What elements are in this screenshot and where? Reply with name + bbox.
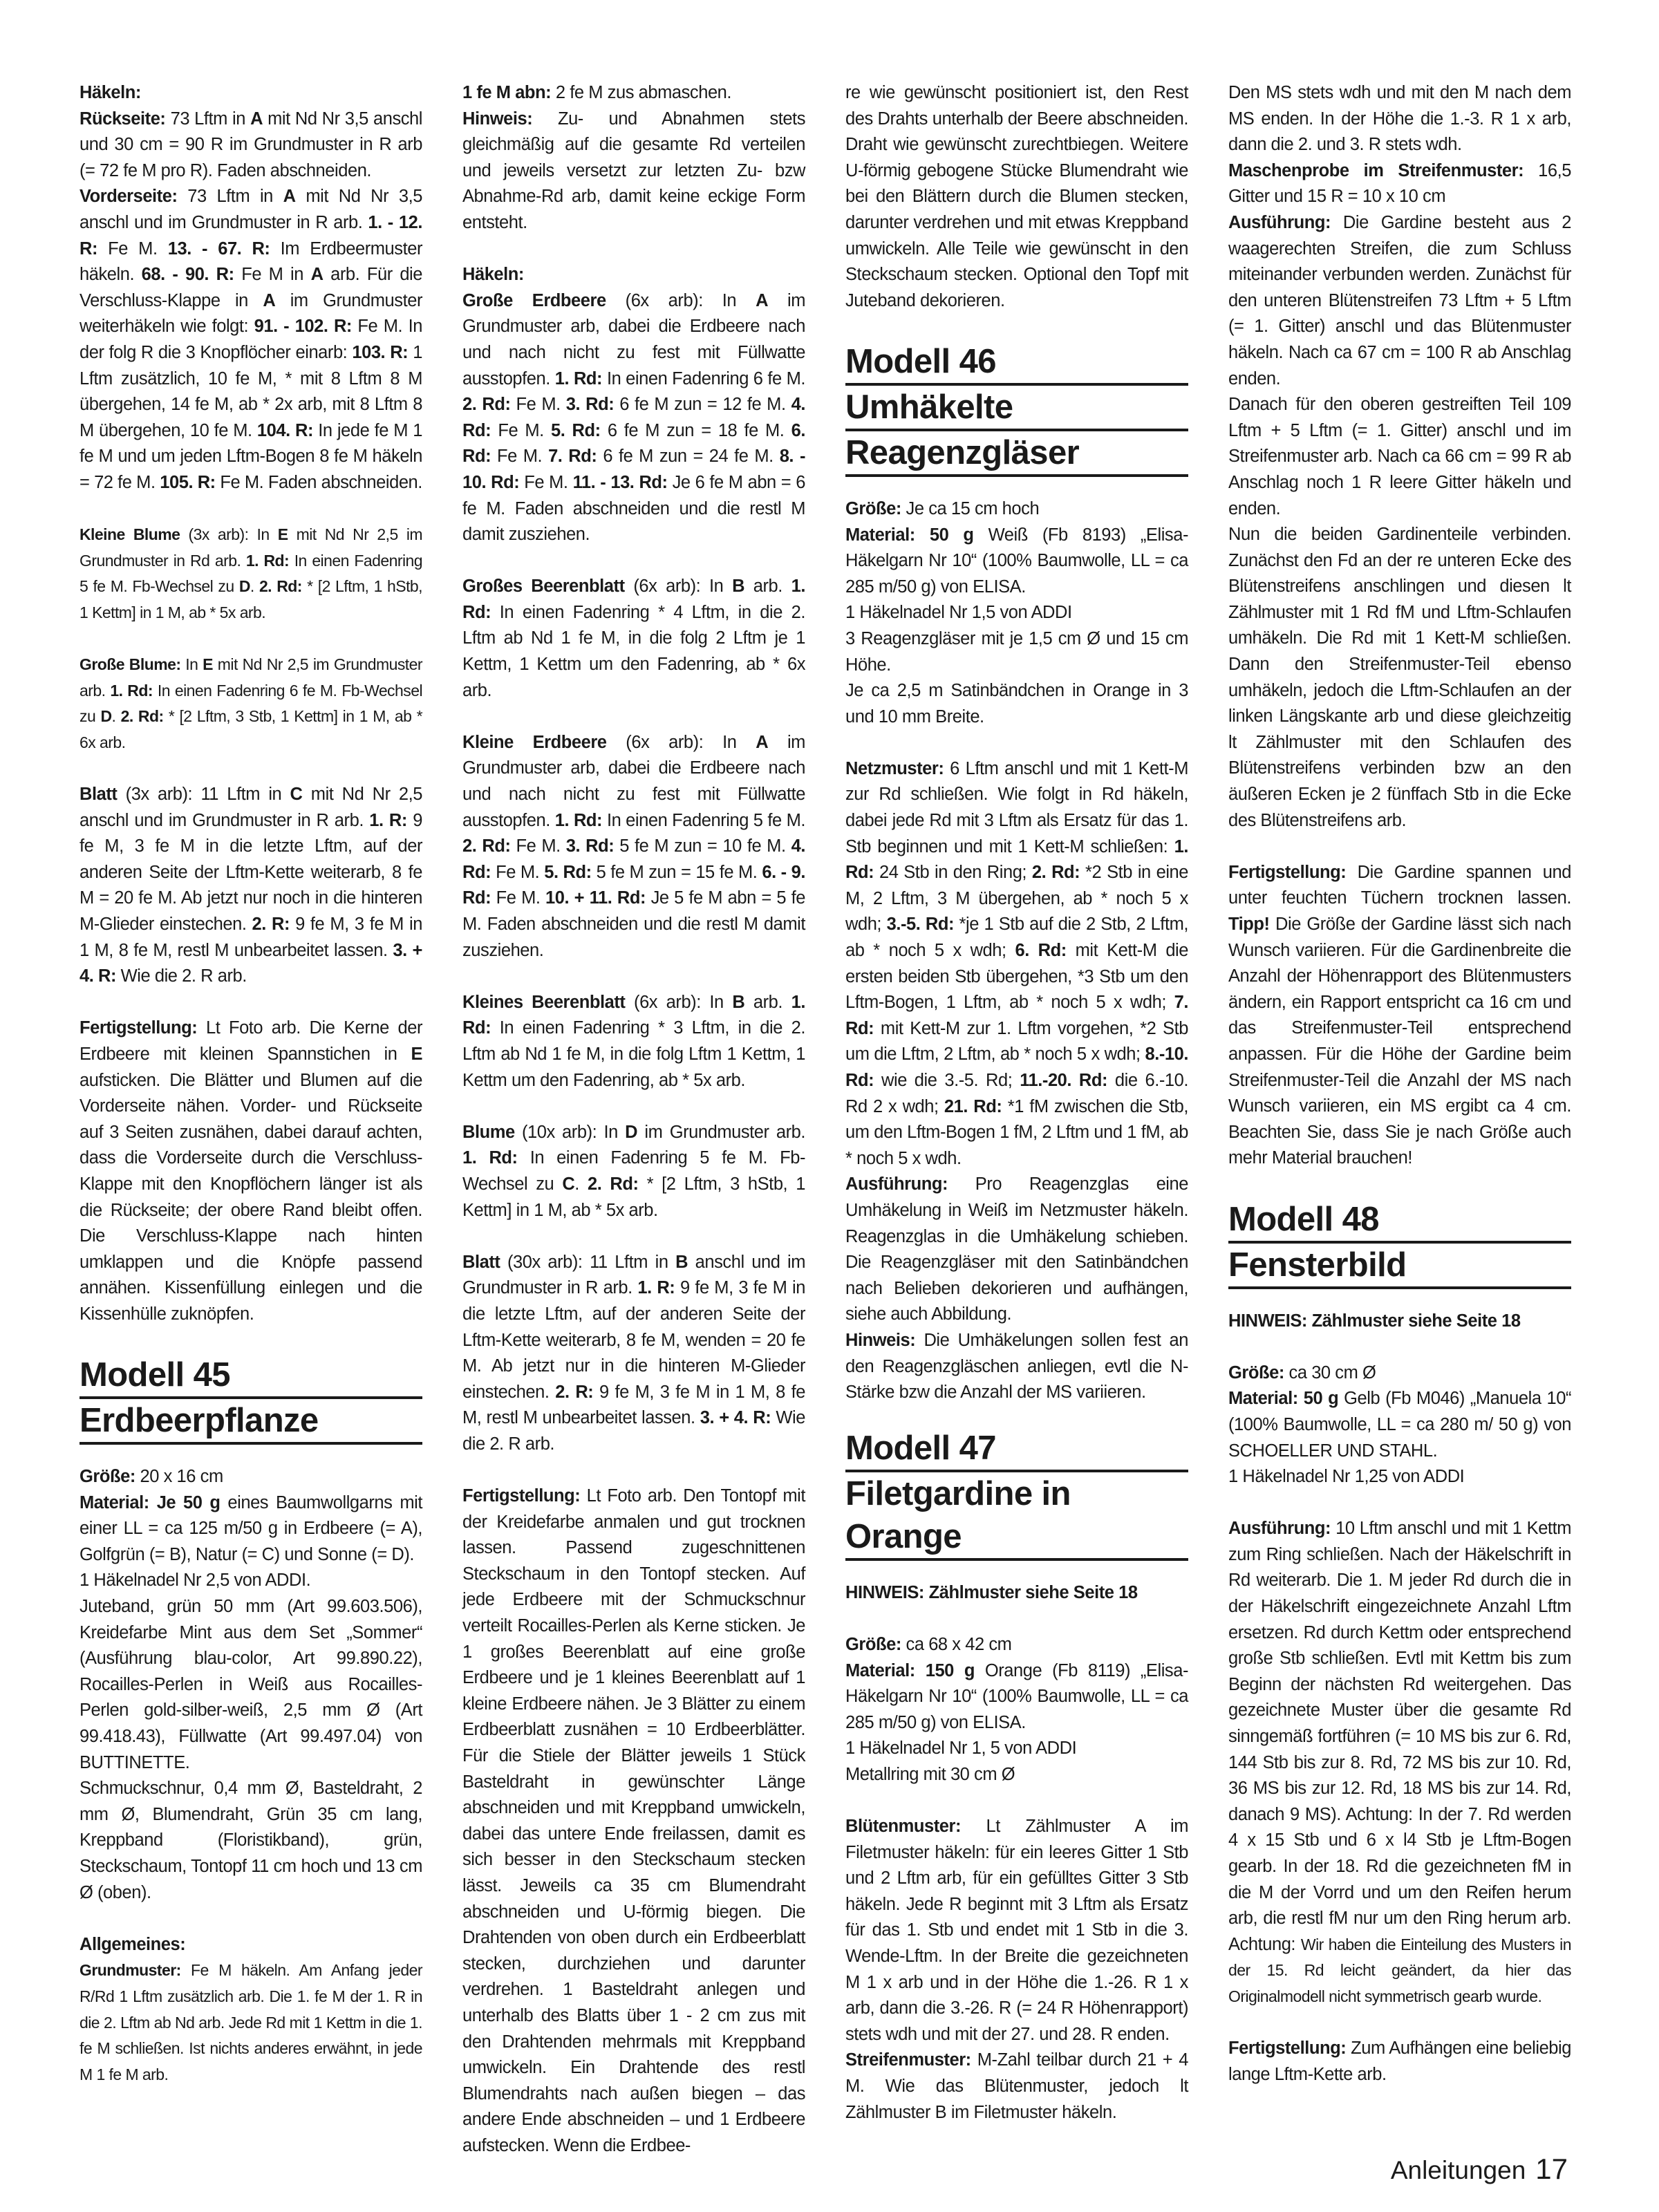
column-1: [79, 80, 422, 2114]
paragraph: Ausführung: 10 Lftm anschl und mit 1 Kettm zum Ring schließen. Nach der Häkelschrift in Rd weiterarb. Die 1. M jeder Rd durch die in der Häkelschrift eingezeichnete Anzahl Lftm ersetzen. Rd durch Kettm oder entsprechend große Stb schließen. Evtl mit Kettm bis zum Beginn der nächsten Rd weitergehen. Das gezeichnete Muster über die gesamte Rd sinngemäß fortführen (= 10 MS bis zur 6. Rd, 144 Stb bis zur 8. Rd, 72 MS bis zur 10. Rd, 36 MS bis zur 12. Rd, 18 MS bis zur 14. Rd, danach 9 MS). Achtung: In der 7. Rd werden 4 x 15 Stb und 6 x l4 Stb je Lftm-Bogen gearb. In der 18. Rd die gezeichneten fM in die M der Vorrd und um den Reifen herum arb, die restl fM nur um den Ring herum arb. Achtung: Wir haben die Einteilung des Musters in der 15. Rd leicht geändert, da hier das Originalmodell nicht symmetrisch gearb wurde.: [1228, 1519, 1571, 2005]
model-title: Filetgardine in Orange: [845, 1472, 1188, 1561]
model-title: Fensterbild: [1228, 1244, 1571, 1289]
model-number: Modell 47: [845, 1427, 1188, 1472]
column-3: [845, 80, 1188, 2126]
model-number: Modell 46: [845, 340, 1188, 386]
paragraph: 1 fe M abn: 2 fe M zus abmaschen. Hinweis: Zu- und Abnahmen stets gleichmäßig auf die gesamte Rd verteilen und jeweils versetzt zur letzten Zu- bzw Abnahme-Rd arb, damit keine eckige Form entsteht.: [462, 83, 805, 232]
paragraph: Blatt (3x arb): 11 Lftm in C mit Nd Nr 2,5 anschl und im Grundmuster in R arb. 1. R: 9 fe M, 3 fe M in die letzte Lftm, auf der anderen Seite der Lftm-Kette weiterarb, 8 fe M = 20 fe M. Ab jetzt nur noch in die hinteren M-Glieder einstechen. 2. R: 9 fe M, 3 fe M in 1 M, 8 fe M, restl M unbearbeitet lassen. 3. + 4. R: Wie die 2. R arb.: [79, 785, 422, 986]
paragraph: Fertigstellung: Die Gardine spannen und unter feuchten Tüchern trocknen lassen. Tipp! Die Größe der Gardine lässt sich nach Wunsch variieren. Für die Gardinenbreite die Anzahl der Höhenrapport des Blütenmusters ändern, ein Rapport entspricht ca 16 cm und das Streifenmuster-Teil entsprechend anpassen. Für die Höhe der Gardine beim Streifenmuster-Teil die Anzahl der MS nach Wunsch variieren, ein MS ergibt ca 4 cm. Beachten Sie, dass Sie je nach Größe auch mehr Material brauchen!: [1228, 862, 1571, 1168]
paragraph: Fertigstellung: Lt Foto arb. Die Kerne der Erdbeere mit kleinen Spannstichen in E aufsticken. Die Blätter und Blumen auf die Vorderseite nähen. Vorder- und Rückseite auf 3 Seiten zusnähen, dabei darauf achten, dass die Vorderseite durch die Verschluss-Klappe mit den Knopflöchern länger ist als die Rückseite; der obere Rand bleibt offen. Die Verschluss-Klappe nach hinten umklappen und die Knöpfe passend annähen. Kissenfüllung einlegen und die Kissenhülle zuknöpfen.: [79, 1018, 422, 1324]
counting-pattern-note: HINWEIS: Zählmuster siehe Seite 18: [1228, 1311, 1521, 1331]
paragraph: re wie gewünscht positioniert ist, den Rest des Drahts unterhalb der Beere abschneiden. Draht wie gewünscht zurechtbiegen. Weitere U-förmig gebogene Stücke Blumendraht wie bei den Blättern durch die Blumen stecken, darunter verdrehen und mit etwas Kreppband umwickeln. Alle Teile wie gewünscht in den Steckschaum stecken. Optional den Topf mit Juteband dekorieren.: [845, 83, 1188, 310]
paragraph: Häkeln: Große Erdbeere (6x arb): In A im Grundmuster arb, dabei die Erdbeere nach und nach nicht zu fest mit Füllwatte ausstopfen. 1. Rd: In einen Fadenring 6 fe M. 2. Rd: Fe M. 3. Rd: 6 fe M zun = 12 fe M. 4. Rd: Fe M. 5. Rd: 6 fe M zun = 18 fe M. 6. Rd: Fe M. 7. Rd: 6 fe M zun = 24 fe M. 8. - 10. Rd: Fe M. 11. - 13. Rd: Je 6 fe M abn = 6 fe M. Faden abschneiden und die restl M damit zusziehen.: [462, 265, 806, 545]
model-heading-46: [845, 340, 1188, 477]
paragraph: Kleine Erdbeere (6x arb): In A im Grundmuster arb, dabei die Erdbeere nach und nach nicht zu fest mit Füllwatte ausstopfen. 1. Rd: In einen Fadenring 5 fe M. 2. Rd: Fe M. 3. Rd: 5 fe M zun = 10 fe M. 4. Rd: Fe M. 5. Rd: 5 fe M zun = 15 fe M. 6. - 9. Rd: Fe M. 10. + 11. Rd: Je 5 fe M abn = 5 fe M. Faden abschneiden und die restl M damit zusziehen.: [462, 732, 806, 960]
paragraph: Kleines Beerenblatt (6x arb): In B arb. 1. Rd: In einen Fadenring * 3 Lftm, in die 2. Lftm ab Nd 1 fe M, in die folg Lftm 1 Kettm, 1 Kettm um den Fadenring, ab * 5x arb.: [462, 992, 805, 1090]
paragraph: Den MS stets wdh und mit den M nach dem MS enden. In der Höhe die 1.-3. R 1 x arb, dann die 2. und 3. R stets wdh. Maschenprobe im Streifenmuster: 16,5 Gitter und 15 R = 10 x 10 cm Ausführung: Die Gardine besteht aus 2 waagerechten Streifen, die zum Schluss miteinander verbunden werden. Zunächst für den unteren Blütenstreifen 73 Lftm + 5 Lftm (= 1. Gitter) anschl und das Blütenmuster häkeln. Nach ca 67 cm = 100 R ab Anschlag enden. Danach für den oberen gestreiften Teil 109 Lftm + 5 Lftm (= 1. Gitter) anschl und im Streifenmuster arb. Nach ca 66 cm = 99 R ab Anschlag noch 1 R leere Gitter häkeln und enden. Nun die beiden Gardinenteile verbinden. Zunächst den Fd an der re unteren Ecke des Blütenstreifens anschlingen und diesen lt Zählmuster mit 1 Rd fM und Lftm-Schlaufen umhäkeln. Die Rd mit 1 Kett-M schließen. Dann den Streifenmuster-Teil ebenso umhäkeln, jedoch die Lftm-Schlaufen an der linken Längskante arb und diese gleichzeitig lt Zählmuster mit den Schlaufen des Blütenstreifens verbinden bzw an den äußeren Ecken je 2 fünffach Stb in die Ecke des Blütenstreifens arb.: [1228, 83, 1571, 830]
model-number: Modell 45: [79, 1353, 422, 1399]
paragraph: Größe: ca 68 x 42 cm Material: 150 g Orange (Fb 8119) „Elisa-Häkelgarn Nr 10“ (100% Baumwolle, LL = ca 285 m/50 g) von ELISA. 1 Häkelnadel Nr 1, 5 von ADDI Metallring mit 30 cm Ø: [845, 1634, 1188, 1784]
paragraph: Blatt (30x arb): 11 Lftm in B anschl und im Grundmuster in R arb. 1. R: 9 fe M, 3 fe M in die letzte Lftm, auf der anderen Seite der Lftm-Kette weiterarb, 8 fe M, wenden = 20 fe M. Ab jetzt nur in die hinteren M-Glieder einstechen. 2. R: 9 fe M, 3 fe M in 1 M, 8 fe M, restl M unbearbeitet lassen. 3. + 4. R: Wie die 2. R arb.: [462, 1252, 806, 1454]
paragraph: Blütenmuster: Lt Zählmuster A im Filetmuster häkeln: für ein leeres Gitter 1 Stb und 2 Lftm arb, für ein gefülltes Gitter 3 Stb häkeln. Jede R beginnt mit 3 Lftm als Ersatz für das 1. Stb und endet mit 1 Stb in die 3. Wende-Lftm. In der Breite die gezeichneten M 1 x arb und in der Höhe die 1.-26. R 1 x arb, dann die 3.-26. R (= 24 R Höhenrapport) stets wdh und mit der 27. und 28. R enden. Streifenmuster: M-Zahl teilbar durch 21 + 4 M. Wie das Blütenmuster, jedoch lt Zählmuster B im Filetmuster häkeln.: [845, 1817, 1188, 2122]
paragraph: Große Blume: In E mit Nd Nr 2,5 im Grundmuster arb. 1. Rd: In einen Fadenring 6 fe M. Fb-Wechsel zu D. 2. Rd: * [2 Lftm, 3 Stb, 1 Kettm] in 1 M, ab * 6x arb.: [79, 655, 423, 751]
page-footer: [1391, 2154, 1568, 2186]
paragraph: Blume (10x arb): In D im Grundmuster arb. 1. Rd: In einen Fadenring 5 fe M. Fb-Wechsel zu C. 2. Rd: * [2 Lftm, 3 hStb, 1 Kettm] in 1 M, ab * 5x arb.: [462, 1122, 806, 1220]
paragraph: Fertigstellung: Lt Foto arb. Den Tontopf mit der Kreidefarbe anmalen und gut trocknen lassen. Passend zugeschnittenen Steckschaum in den Tontopf stecken. Auf jede Erdbeere mit der Schmuckschnur verteilt Rocailles-Perlen als Kerne sticken. Je 1 großes Beerenblatt auf eine große Erdbeere und je 1 kleines Beerenblatt auf 1 kleine Erdbeere nähen. Je 3 Blätter zu einem Erdbeerblatt zusnähen = 10 Erdbeerblätter. Für die Stiele der Blätter jeweils 1 Stück Basteldraht in gewünschter Länge abschneiden und mit Kreppband umwickeln, dabei das untere Ende freilassen, damit es sich besser in den Steckschaum stecken lässt. Jeweils ca 35 cm Blumendraht abschneiden und U-förmig biegen. Die Drahtenden von oben durch ein Erdbeerblatt stecken, durchziehen und darunter verdrehen. 1 Basteldraht anlegen und unterhalb des Blatts über 1 - 2 cm zus mit den Drahtenden mehrmals mit Kreppband umwickeln. Ein Drahtende des restl Blumendrahts nach außen biegen – das andere Ende abschneiden – und 1 Erdbeere aufstecken. Wenn die Erdbee-: [462, 1486, 805, 2155]
paragraph: Allgemeines: Grundmuster: Fe M häkeln. Am Anfang jeder R/Rd 1 Lftm zusätzlich arb. Die 1. fe M der 1. R in die 2. Lftm ab Nd arb. Jede Rd mit 1 Kettm in die 1. fe M schließen. Ist nichts anderes erwähnt, in jede M 1 fe M arb.: [79, 1934, 422, 2083]
paragraph: Größe: Je ca 15 cm hoch Material: 50 g Weiß (Fb 8193) „Elisa-Häkelgarn Nr 10“ (100% Baumwolle, LL = ca 285 m/50 g) von ELISA. 1 Häkelnadel Nr 1,5 von ADDI 3 Reagenzgläser mit je 1,5 cm Ø und 15 cm Höhe. Je ca 2,5 m Satinbändchen in Orange in 3 und 10 mm Breite.: [845, 498, 1188, 727]
page-number: 17: [1535, 2153, 1568, 2185]
column-4: [1228, 80, 1571, 2114]
model-number: Modell 48: [1228, 1198, 1571, 1244]
paragraph: Größe: 20 x 16 cm Material: Je 50 g eines Baumwollgarns mit einer LL = ca 125 m/50 g in Erdbeere (= A), Golfgrün (= B), Natur (= C) und Sonne (= D). 1 Häkelnadel Nr 2,5 von ADDI. Juteband, grün 50 mm (Art 99.603.506), Kreidefarbe Mint aus dem Set „Sommer“ (Ausführung blau-color, Art 99.890.22), Rocailles-Perlen in Weiß aus Rocailles-Perlen gold-silber-weiß, 2,5 mm Ø (Art 99.418.43), Füllwatte (Art 99.497.04) von BUTTINETTE. Schmuckschnur, 0,4 mm Ø, Basteldraht, 2 mm Ø, Blumendraht, Grün 35 cm lang, Kreppband (Floristikband), grün, Steckschaum, Tontopf 11 cm hoch und 13 cm Ø (oben).: [79, 1467, 422, 1902]
paragraph: Vorderseite: 73 Lftm in A mit Nd Nr 3,5 anschl und im Grundmuster in R arb. 1. - 12. R: Fe M. 13. - 67. R: Im Erdbeermuster häkeln. 68. - 90. R: Fe M in A arb. Für die Verschluss-Klappe in A im Grundmuster weiterhäkeln wie folgt: 91. - 102. R: Fe M. In der folg R die 3 Knopflöcher einarb: 103. R: 1 Lftm zusätzlich, 10 fe M, * mit 8 Lftm 8 M übergehen, 14 fe M, ab * 2x arb, mit 8 Lftm 8 M übergehen, 10 fe M. 104. R: In jede fe M 1 fe M und um jeden Lftm-Bogen 8 fe M häkeln = 72 fe M. 105. R: Fe M. Faden abschneiden.: [79, 187, 423, 492]
paragraph: Größe: ca 30 cm Ø Material: 50 g Gelb (Fb M046) „Manuela 10“ (100% Baumwolle, LL = ca 280 m/ 50 g) von SCHOELLER UND STAHL. 1 Häkelnadel Nr 1,25 von ADDI: [1228, 1362, 1571, 1487]
model-heading-48: [1228, 1198, 1571, 1289]
column-2: [462, 80, 805, 2185]
model-heading-45: [79, 1353, 422, 1445]
model-title: Erdbeerpflanze: [79, 1399, 422, 1445]
paragraph: Netzmuster: 6 Lftm anschl und mit 1 Kett-M zur Rd schließen. Wie folgt in Rd häkeln, dabei jede Rd mit 3 Lftm als Ersatz für das 1. Stb beginnen und mit 1 Kett-M schließen: 1. Rd: 24 Stb in den Ring; 2. Rd: *2 Stb in eine M, 2 Lftm, 3 M übergehen, ab * noch 5 x wdh; 3.-5. Rd: *je 1 Stb auf die 2 Stb, 2 Lftm, ab * noch 5 x wdh; 6. Rd: mit Kett-M die ersten beiden Stb übergehen, *3 Stb um den Lftm-Bogen, 1 Lftm, ab * noch 5 x wdh; 7. Rd: mit Kett-M zur 1. Lftm vorgehen, *2 Stb um die Lftm, 2 Lftm, ab * noch 5 x wdh; 8.-10. Rd: wie die 3.-5. Rd; 11.-20. Rd: die 6.-10. Rd 2 x wdh; 21. Rd: *1 fM zwischen die Stb, um den Lftm-Bogen 1 fM, 2 Lftm und 1 fM, ab * noch 5 x wdh. Ausführung: Pro Reagenzglas eine Umhäkelung in Weiß im Netzmuster häkeln. Reagenzglas in die Umhäkelung schieben. Die Reagenzgläser mit den Satinbändchen nach Belieben dekorieren und aufhängen, siehe auch Abbildung. Hinweis: Die Umhäkelungen sollen fest an den Reagenzgläschen anliegen, evtl die N-Stärke bzw die Anzahl der MS variieren.: [845, 758, 1189, 1403]
section-heading: Häkeln:: [462, 265, 524, 285]
section-heading: Häkeln:: [79, 83, 141, 102]
paragraph: Kleine Blume (3x arb): In E mit Nd Nr 2,5 im Grundmuster in Rd arb. 1. Rd: In einen Fadenring 5 fe M. Fb-Wechsel zu D. 2. Rd: * [2 Lftm, 1 hStb, 1 Kettm] in 1 M, ab * 5x arb.: [79, 525, 423, 621]
counting-pattern-note: HINWEIS: Zählmuster siehe Seite 18: [845, 1582, 1138, 1602]
section-heading: Allgemeines:: [79, 1934, 186, 1954]
model-heading-47: [845, 1427, 1188, 1561]
section-label: Anleitungen: [1390, 2156, 1526, 2184]
paragraph: Häkeln: Rückseite: 73 Lftm in A mit Nd Nr 3,5 anschl und 30 cm = 90 R im Grundmuster in R arb (= 72 fe M pro R). Faden abschneiden.: [79, 83, 422, 180]
paragraph: Großes Beerenblatt (6x arb): In B arb. 1. Rd: In einen Fadenring * 4 Lftm, in die 2. Lftm ab Nd 1 fe M, in die folg 2 Lftm je 1 Kettm, 1 Kettm um den Fadenring, ab * 6x arb.: [462, 577, 805, 700]
model-title: Umhäkelte: [845, 386, 1188, 431]
model-title: Reagenzgläser: [845, 431, 1188, 477]
paragraph: Fertigstellung: Zum Aufhängen eine beliebig lange Lftm-Kette arb.: [1228, 2038, 1571, 2084]
